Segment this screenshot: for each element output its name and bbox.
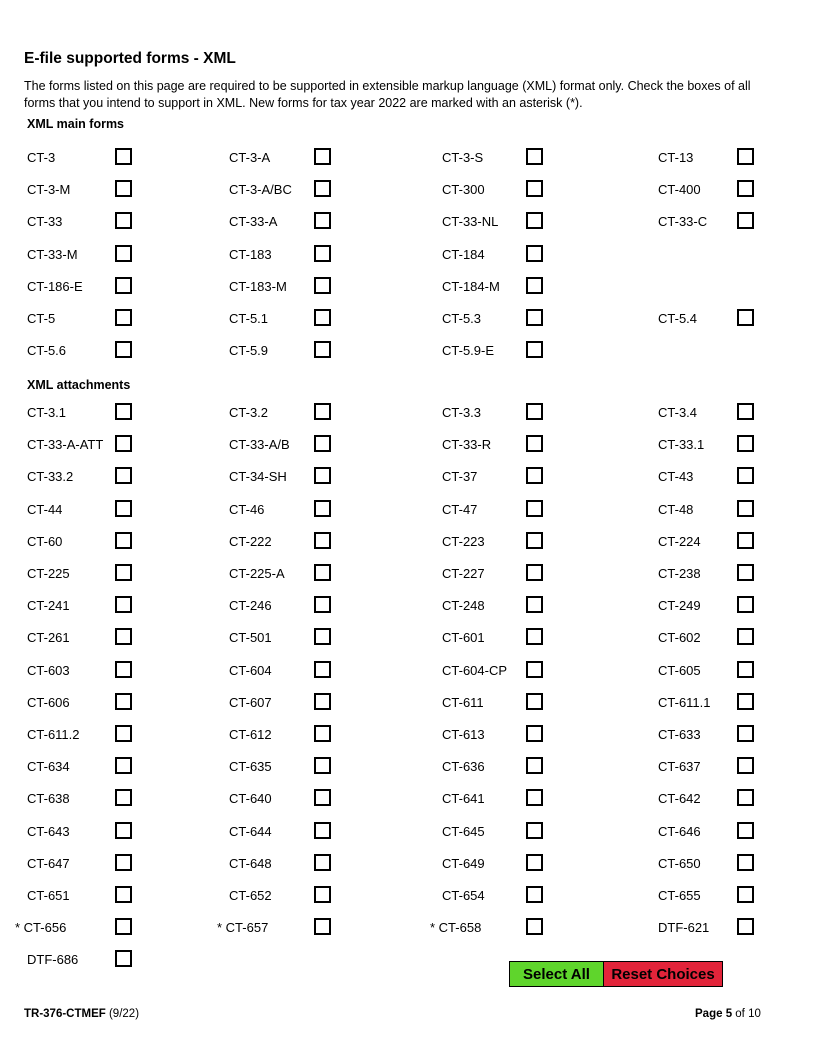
form-checkbox[interactable] xyxy=(314,180,331,197)
form-label: CT-3.1 xyxy=(27,405,67,420)
form-row xyxy=(0,886,817,916)
form-label: CT-612 xyxy=(229,727,272,742)
form-checkbox[interactable] xyxy=(115,822,132,839)
form-label: CT-648 xyxy=(229,855,272,871)
form-label: CT-3-A/BC xyxy=(229,182,292,198)
form-row xyxy=(0,628,817,658)
form-checkbox[interactable] xyxy=(526,661,543,678)
form-checkbox[interactable] xyxy=(115,435,132,452)
form-checkbox[interactable] xyxy=(314,212,331,229)
form-checkbox[interactable] xyxy=(115,693,132,710)
form-label: CT-611 xyxy=(442,694,484,710)
form-label: CT-635 xyxy=(229,759,272,775)
form-row xyxy=(0,467,817,497)
intro-text: The forms listed on this page are required to be supported in extensible markup language (XML) format only. Check the boxes of all forms that you intend to support in XML. New forms for tax year 2022 are marked with an asterisk (*). xyxy=(24,79,751,110)
form-checkbox[interactable] xyxy=(526,757,543,774)
form-row xyxy=(0,693,817,723)
page-num: 5 xyxy=(725,1008,733,1020)
form-label: CT-643 xyxy=(27,823,70,839)
form-row xyxy=(0,725,817,755)
form-label: CT-605 xyxy=(658,662,701,678)
form-label: CT-654 xyxy=(442,888,485,903)
form-label: CT-636 xyxy=(442,759,485,775)
form-label: CT-644 xyxy=(229,823,272,839)
form-checkbox[interactable] xyxy=(115,757,132,774)
form-label: * CT-656 xyxy=(15,920,67,936)
form-checkbox[interactable] xyxy=(526,854,543,871)
form-checkbox[interactable] xyxy=(526,403,543,420)
form-label: CT-5.3 xyxy=(442,311,482,326)
reset-choices-button[interactable]: Reset Choices xyxy=(603,961,723,987)
form-row xyxy=(0,309,817,339)
form-label: CT-5 xyxy=(27,311,56,326)
form-checkbox[interactable] xyxy=(526,532,543,549)
form-label: CT-604-CP xyxy=(442,662,508,678)
form-checkbox[interactable] xyxy=(526,277,543,294)
form-checkbox[interactable] xyxy=(314,854,331,871)
form-label: CT-33-A xyxy=(229,214,278,230)
form-checkbox[interactable] xyxy=(115,789,132,806)
form-checkbox[interactable] xyxy=(314,403,331,420)
form-label: CT-33.2 xyxy=(27,469,74,485)
form-identifier xyxy=(24,1008,139,1020)
form-row xyxy=(0,822,817,852)
form-row xyxy=(0,403,817,433)
page-of: of 10 xyxy=(732,1008,761,1020)
form-checkbox[interactable] xyxy=(526,148,543,165)
form-checkbox[interactable] xyxy=(115,886,132,903)
form-checkbox[interactable] xyxy=(737,693,754,710)
form-label: CT-60 xyxy=(27,533,63,549)
form-label: CT-300 xyxy=(442,182,485,198)
form-label: CT-640 xyxy=(229,791,272,807)
form-label: CT-225-A xyxy=(229,566,285,581)
form-checkbox[interactable] xyxy=(314,693,331,710)
form-label: CT-5.6 xyxy=(27,343,67,359)
form-label: CT-3-S xyxy=(442,150,484,165)
form-checkbox[interactable] xyxy=(314,661,331,678)
form-checkbox[interactable] xyxy=(115,245,132,262)
section-heading-main-forms: XML main forms xyxy=(27,117,125,131)
form-checkbox[interactable] xyxy=(115,596,132,613)
form-label: CT-3-M xyxy=(27,182,71,198)
form-label: CT-606 xyxy=(27,694,70,710)
form-label: CT-645 xyxy=(442,823,485,839)
form-checkbox[interactable] xyxy=(314,628,331,645)
form-checkbox[interactable] xyxy=(314,532,331,549)
form-row xyxy=(0,341,817,371)
form-label: CT-647 xyxy=(27,855,70,871)
form-checkbox[interactable] xyxy=(737,309,754,326)
form-checkbox[interactable] xyxy=(115,403,132,420)
form-checkbox[interactable] xyxy=(737,661,754,678)
form-checkbox[interactable] xyxy=(115,341,132,358)
form-label: CT-37 xyxy=(442,469,478,485)
form-checkbox[interactable] xyxy=(314,341,331,358)
form-label: CT-602 xyxy=(658,630,701,646)
form-checkbox[interactable] xyxy=(115,564,132,581)
form-checkbox[interactable] xyxy=(115,467,132,484)
form-checkbox[interactable] xyxy=(314,757,331,774)
form-checkbox[interactable] xyxy=(115,661,132,678)
form-label: DTF-686 xyxy=(27,952,79,968)
form-label: CT-44 xyxy=(27,501,63,517)
page-title: E-file supported forms - XML xyxy=(24,50,236,67)
form-checkbox[interactable] xyxy=(526,822,543,839)
form-label: CT-5.1 xyxy=(229,311,269,326)
form-label: CT-3.3 xyxy=(442,405,482,420)
form-checkbox[interactable] xyxy=(314,596,331,613)
form-checkbox[interactable] xyxy=(526,467,543,484)
form-label: CT-652 xyxy=(229,888,272,903)
form-row xyxy=(0,148,817,178)
form-label: CT-604 xyxy=(229,662,272,678)
form-checkbox[interactable] xyxy=(526,789,543,806)
form-checkbox[interactable] xyxy=(737,628,754,645)
form-label: CT-222 xyxy=(229,533,272,549)
form-label: CT-400 xyxy=(658,182,701,198)
form-label: DTF-621 xyxy=(658,920,710,936)
form-label: CT-633 xyxy=(658,727,701,742)
form-label: CT-601 xyxy=(442,630,485,646)
form-label: CT-646 xyxy=(658,823,701,839)
form-label: CT-3 xyxy=(27,150,56,165)
form-date: (9/22) xyxy=(105,1008,140,1020)
form-checkbox[interactable] xyxy=(737,500,754,517)
form-label: CT-249 xyxy=(658,598,701,614)
form-label: * CT-658 xyxy=(430,920,482,936)
form-checkbox[interactable] xyxy=(314,435,331,452)
form-checkbox[interactable] xyxy=(526,180,543,197)
form-label: CT-5.9 xyxy=(229,343,269,359)
form-checkbox[interactable] xyxy=(737,725,754,742)
form-label: CT-246 xyxy=(229,598,272,614)
form-label: CT-223 xyxy=(442,533,485,549)
form-checkbox[interactable] xyxy=(314,277,331,294)
form-label: CT-184-M xyxy=(442,278,500,294)
form-id: TR-376-CTMEF xyxy=(24,1008,106,1020)
form-row xyxy=(0,212,817,242)
form-label: CT-655 xyxy=(658,888,701,903)
form-checkbox[interactable] xyxy=(737,918,754,935)
form-label: * CT-657 xyxy=(217,920,269,936)
form-label: CT-3.4 xyxy=(658,405,698,420)
form-checkbox[interactable] xyxy=(314,467,331,484)
form-checkbox[interactable] xyxy=(314,789,331,806)
form-checkbox[interactable] xyxy=(737,822,754,839)
form-checkbox[interactable] xyxy=(314,918,331,935)
form-label: CT-501 xyxy=(229,630,272,646)
form-checkbox[interactable] xyxy=(314,500,331,517)
form-checkbox[interactable] xyxy=(737,180,754,197)
form-checkbox[interactable] xyxy=(115,148,132,165)
form-checkbox[interactable] xyxy=(314,148,331,165)
form-label: CT-603 xyxy=(27,662,70,678)
form-label: CT-238 xyxy=(658,566,701,581)
form-label: CT-613 xyxy=(442,727,485,742)
form-label: CT-3-A xyxy=(229,150,271,165)
form-checkbox[interactable] xyxy=(526,918,543,935)
form-checkbox[interactable] xyxy=(526,693,543,710)
form-row xyxy=(0,500,817,530)
form-label: CT-33-C xyxy=(658,214,708,230)
form-label: CT-649 xyxy=(442,855,485,871)
form-checkbox[interactable] xyxy=(526,309,543,326)
form-label: CT-183-M xyxy=(229,278,287,294)
form-checkbox[interactable] xyxy=(737,467,754,484)
form-checkbox[interactable] xyxy=(314,309,331,326)
form-checkbox[interactable] xyxy=(737,886,754,903)
form-checkbox[interactable] xyxy=(526,564,543,581)
form-label: CT-13 xyxy=(658,150,694,165)
form-row xyxy=(0,245,817,275)
form-checkbox[interactable] xyxy=(115,500,132,517)
form-label: CT-642 xyxy=(658,791,701,807)
form-checkbox[interactable] xyxy=(526,628,543,645)
form-checkbox[interactable] xyxy=(737,435,754,452)
form-label: CT-611.1 xyxy=(658,694,711,710)
form-checkbox[interactable] xyxy=(115,309,132,326)
form-label: CT-241 xyxy=(27,598,70,614)
form-label: CT-634 xyxy=(27,759,70,775)
form-label: CT-5.9-E xyxy=(442,343,495,359)
form-checkbox[interactable] xyxy=(526,341,543,358)
form-label: CT-33.1 xyxy=(658,437,705,453)
form-label: CT-33-A/B xyxy=(229,437,290,453)
form-label: CT-227 xyxy=(442,566,485,581)
form-label: CT-611.2 xyxy=(27,727,80,742)
section-heading-attachments: XML attachments xyxy=(27,378,131,392)
form-checkbox[interactable] xyxy=(526,245,543,262)
form-row xyxy=(0,918,817,948)
form-row xyxy=(0,854,817,884)
form-label: CT-34-SH xyxy=(229,469,287,485)
form-checkbox[interactable] xyxy=(115,918,132,935)
form-label: CT-650 xyxy=(658,855,701,871)
form-label: CT-637 xyxy=(658,759,701,775)
form-checkbox[interactable] xyxy=(737,403,754,420)
form-label: CT-43 xyxy=(658,469,694,485)
form-checkbox[interactable] xyxy=(737,854,754,871)
page-word: Page xyxy=(695,1008,726,1020)
form-checkbox[interactable] xyxy=(737,789,754,806)
form-checkbox[interactable] xyxy=(526,212,543,229)
form-row xyxy=(0,435,817,465)
form-label: CT-5.4 xyxy=(658,311,698,326)
select-all-button[interactable]: Select All xyxy=(509,961,604,987)
form-label: CT-184 xyxy=(442,246,485,262)
form-row xyxy=(0,564,817,594)
form-label: CT-183 xyxy=(229,246,272,262)
form-checkbox[interactable] xyxy=(737,757,754,774)
form-label: CT-33-NL xyxy=(442,214,499,230)
form-checkbox[interactable] xyxy=(526,886,543,903)
form-row xyxy=(0,789,817,819)
form-checkbox[interactable] xyxy=(115,628,132,645)
form-checkbox[interactable] xyxy=(737,148,754,165)
form-label: CT-46 xyxy=(229,501,265,517)
form-label: CT-3.2 xyxy=(229,405,269,420)
form-row xyxy=(0,661,817,691)
form-checkbox[interactable] xyxy=(314,725,331,742)
form-checkbox[interactable] xyxy=(115,180,132,197)
form-checkbox[interactable] xyxy=(737,596,754,613)
form-checkbox[interactable] xyxy=(314,822,331,839)
form-checkbox[interactable] xyxy=(115,725,132,742)
form-label: CT-261 xyxy=(27,630,70,646)
form-checkbox[interactable] xyxy=(314,245,331,262)
form-checkbox[interactable] xyxy=(526,500,543,517)
form-label: CT-186-E xyxy=(27,278,83,294)
form-row xyxy=(0,596,817,626)
form-row xyxy=(0,532,817,562)
form-checkbox[interactable] xyxy=(115,950,132,967)
form-label: CT-47 xyxy=(442,501,478,517)
form-checkbox[interactable] xyxy=(314,564,331,581)
form-row xyxy=(0,180,817,210)
page-number xyxy=(695,1008,761,1020)
form-label: CT-638 xyxy=(27,791,70,807)
form-label: CT-248 xyxy=(442,598,485,614)
form-checkbox[interactable] xyxy=(526,435,543,452)
form-row xyxy=(0,757,817,787)
form-checkbox[interactable] xyxy=(526,725,543,742)
form-label: CT-33-M xyxy=(27,246,78,262)
form-checkbox[interactable] xyxy=(314,886,331,903)
form-checkbox[interactable] xyxy=(737,532,754,549)
form-label: CT-651 xyxy=(27,888,70,903)
form-checkbox[interactable] xyxy=(115,212,132,229)
form-label: CT-33-A-ATT xyxy=(27,437,104,453)
form-row xyxy=(0,277,817,307)
form-checkbox[interactable] xyxy=(115,854,132,871)
form-label: CT-607 xyxy=(229,694,272,710)
form-checkbox[interactable] xyxy=(737,564,754,581)
form-checkbox[interactable] xyxy=(737,212,754,229)
form-label: CT-225 xyxy=(27,566,70,581)
form-label: CT-641 xyxy=(442,791,485,807)
form-label: CT-48 xyxy=(658,501,694,517)
form-checkbox[interactable] xyxy=(526,596,543,613)
form-checkbox[interactable] xyxy=(115,277,132,294)
form-label: CT-224 xyxy=(658,533,701,549)
form-checkbox[interactable] xyxy=(115,532,132,549)
form-label: CT-33-R xyxy=(442,437,492,453)
form-label: CT-33 xyxy=(27,214,63,230)
